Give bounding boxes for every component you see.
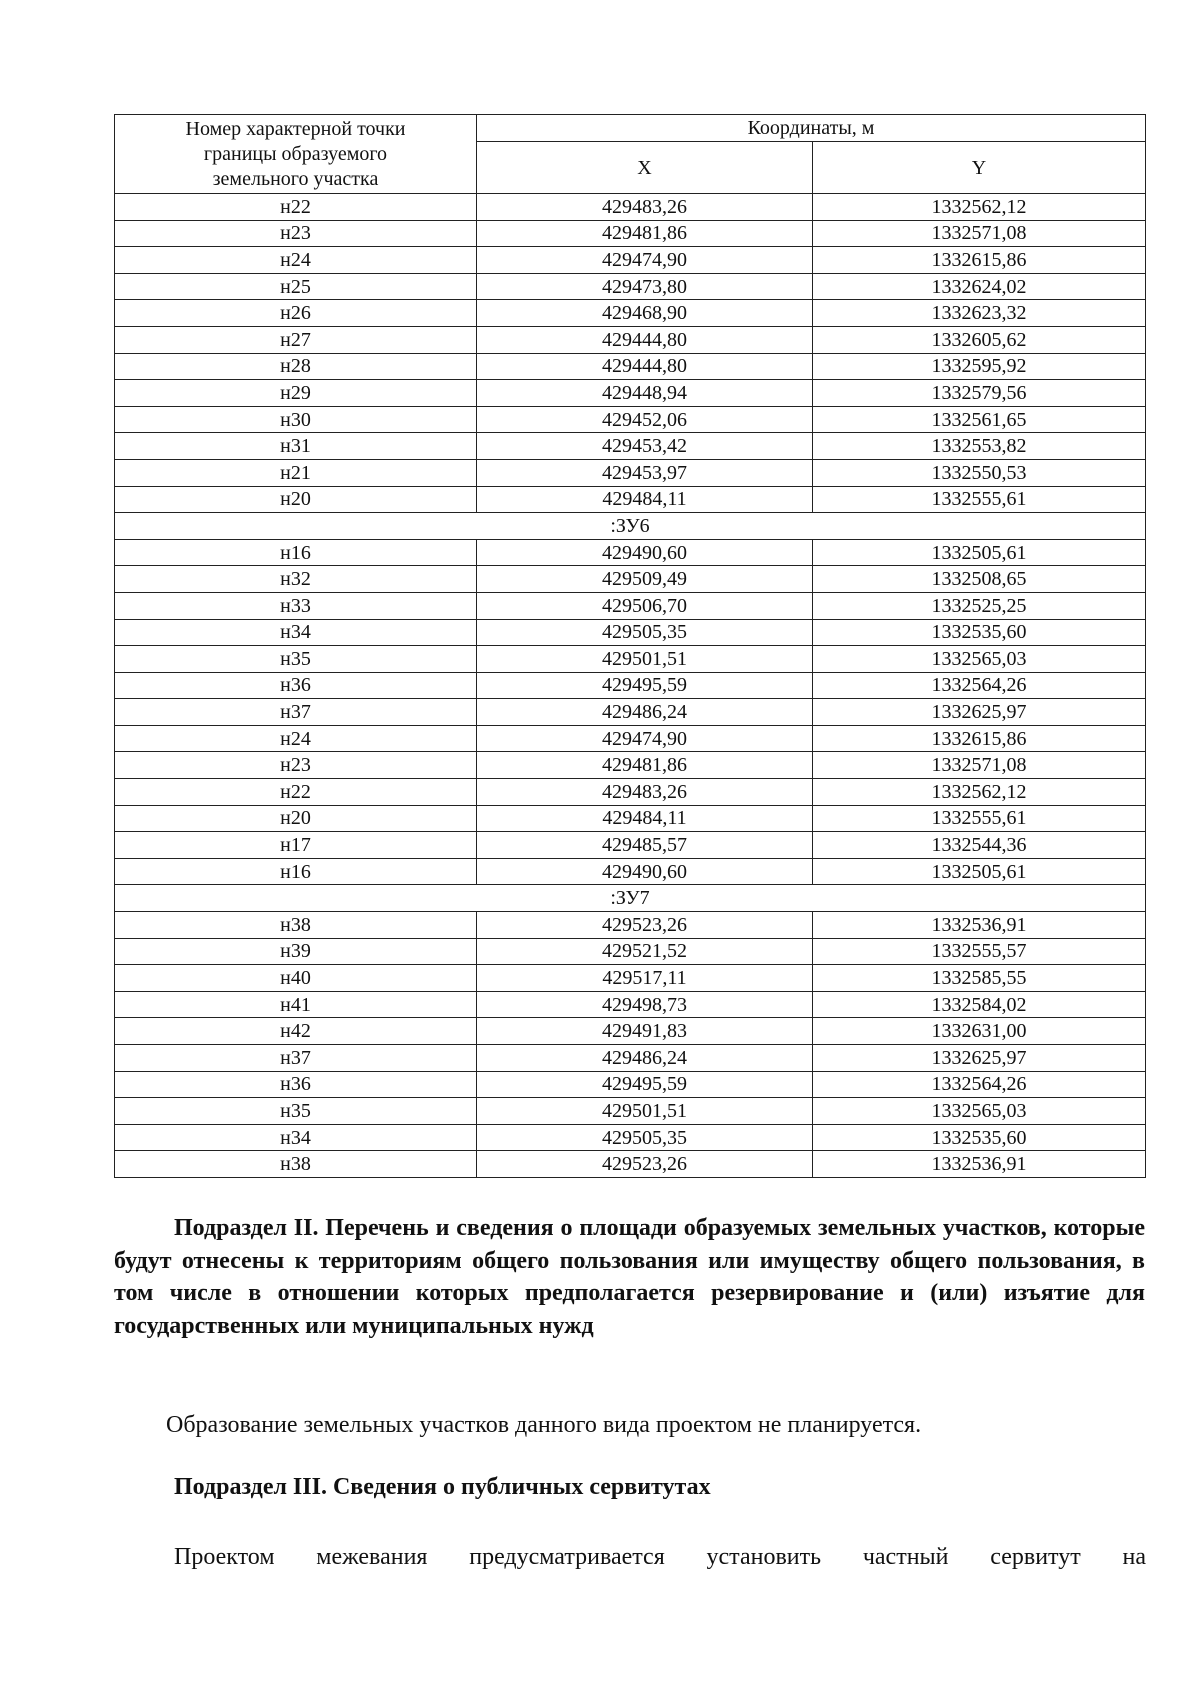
point-number-cell: н37 [115,699,477,726]
table-row [115,353,1146,380]
y-coordinate-cell: 1332584,02 [813,991,1146,1018]
x-coordinate-cell: 429483,26 [477,194,813,221]
y-coordinate-cell: 1332615,86 [813,725,1146,752]
x-coordinate-cell: 429453,97 [477,459,813,486]
table-row [115,273,1146,300]
point-number-cell: н33 [115,592,477,619]
point-number-cell: н38 [115,912,477,939]
y-coordinate-cell: 1332555,57 [813,938,1146,965]
y-coordinate-cell: 1332555,61 [813,486,1146,513]
y-coordinate-cell: 1332631,00 [813,1018,1146,1045]
y-coordinate-cell: 1332585,55 [813,965,1146,992]
y-coordinate-cell: 1332535,60 [813,619,1146,646]
table-row [115,1124,1146,1151]
header-x: X [477,142,813,194]
point-number-cell: н22 [115,194,477,221]
header-point-number: Номер характерной точки границы образуемого земельного участка [115,115,477,194]
point-number-cell: н22 [115,779,477,806]
y-coordinate-cell: 1332505,61 [813,539,1146,566]
table-row [115,459,1146,486]
y-coordinate-cell: 1332544,36 [813,832,1146,859]
table-row [115,858,1146,885]
table-row [115,247,1146,274]
y-coordinate-cell: 1332562,12 [813,194,1146,221]
section-label: :ЗУ7 [115,885,1146,912]
x-coordinate-cell: 429486,24 [477,1045,813,1072]
table-row [115,1045,1146,1072]
x-coordinate-cell: 429490,60 [477,858,813,885]
table-row [115,619,1146,646]
point-number-cell: н36 [115,1071,477,1098]
x-coordinate-cell: 429505,35 [477,1124,813,1151]
table-row [115,1018,1146,1045]
header-coordinates: Координаты, м [477,115,1146,142]
y-coordinate-cell: 1332525,25 [813,592,1146,619]
y-coordinate-cell: 1332536,91 [813,1151,1146,1178]
table-row [115,486,1146,513]
x-coordinate-cell: 429444,80 [477,326,813,353]
point-number-cell: н42 [115,1018,477,1045]
y-coordinate-cell: 1332535,60 [813,1124,1146,1151]
subsection-3-text: Проектом межевания предусматривается установить частный сервитут на [174,1544,1146,1570]
point-number-cell: н34 [115,1124,477,1151]
y-coordinate-cell: 1332605,62 [813,326,1146,353]
y-coordinate-cell: 1332625,97 [813,1045,1146,1072]
x-coordinate-cell: 429495,59 [477,1071,813,1098]
table-row [115,805,1146,832]
point-number-cell: н17 [115,832,477,859]
y-coordinate-cell: 1332624,02 [813,273,1146,300]
y-coordinate-cell: 1332623,32 [813,300,1146,327]
table-row [115,406,1146,433]
y-coordinate-cell: 1332625,97 [813,699,1146,726]
point-number-cell: н31 [115,433,477,460]
point-number-cell: н20 [115,486,477,513]
y-coordinate-cell: 1332550,53 [813,459,1146,486]
coordinates-table [114,114,1146,1178]
point-number-cell: н21 [115,459,477,486]
point-number-cell: н38 [115,1151,477,1178]
y-coordinate-cell: 1332571,08 [813,220,1146,247]
x-coordinate-cell: 429501,51 [477,1098,813,1125]
y-coordinate-cell: 1332571,08 [813,752,1146,779]
x-coordinate-cell: 429505,35 [477,619,813,646]
subsection-3-heading: Подраздел III. Сведения о публичных сервитутах [174,1474,711,1500]
point-number-cell: н34 [115,619,477,646]
point-number-cell: н28 [115,353,477,380]
table-row [115,433,1146,460]
x-coordinate-cell: 429474,90 [477,725,813,752]
point-number-cell: н29 [115,380,477,407]
table-row [115,699,1146,726]
table-row [115,725,1146,752]
table-row [115,912,1146,939]
table-header-row [115,115,1146,142]
point-number-cell: н24 [115,725,477,752]
x-coordinate-cell: 429452,06 [477,406,813,433]
y-coordinate-cell: 1332595,92 [813,353,1146,380]
table-row [115,832,1146,859]
y-coordinate-cell: 1332505,61 [813,858,1146,885]
section-row [115,885,1146,912]
table-row [115,194,1146,221]
table-row [115,220,1146,247]
y-coordinate-cell: 1332564,26 [813,672,1146,699]
table-row [115,991,1146,1018]
x-coordinate-cell: 429491,83 [477,1018,813,1045]
x-coordinate-cell: 429448,94 [477,380,813,407]
x-coordinate-cell: 429521,52 [477,938,813,965]
section-label: :ЗУ6 [115,513,1146,540]
y-coordinate-cell: 1332565,03 [813,646,1146,673]
x-coordinate-cell: 429474,90 [477,247,813,274]
point-number-cell: н39 [115,938,477,965]
y-coordinate-cell: 1332615,86 [813,247,1146,274]
x-coordinate-cell: 429484,11 [477,805,813,832]
table-row [115,672,1146,699]
point-number-cell: н25 [115,273,477,300]
table-row [115,592,1146,619]
y-coordinate-cell: 1332565,03 [813,1098,1146,1125]
table-row [115,1151,1146,1178]
point-number-cell: н30 [115,406,477,433]
table-row [115,965,1146,992]
table-row [115,1098,1146,1125]
coordinates-table-body [115,194,1146,1178]
subsection-2-text: Образование земельных участков данного вида проектом не планируется. [166,1412,922,1438]
point-number-cell: н16 [115,539,477,566]
table-row [115,646,1146,673]
y-coordinate-cell: 1332536,91 [813,912,1146,939]
point-number-cell: н23 [115,752,477,779]
y-coordinate-cell: 1332553,82 [813,433,1146,460]
y-coordinate-cell: 1332579,56 [813,380,1146,407]
y-coordinate-cell: 1332508,65 [813,566,1146,593]
table-row [115,566,1146,593]
x-coordinate-cell: 429484,11 [477,486,813,513]
x-coordinate-cell: 429517,11 [477,965,813,992]
x-coordinate-cell: 429501,51 [477,646,813,673]
x-coordinate-cell: 429498,73 [477,991,813,1018]
point-number-cell: н35 [115,1098,477,1125]
y-coordinate-cell: 1332564,26 [813,1071,1146,1098]
x-coordinate-cell: 429486,24 [477,699,813,726]
x-coordinate-cell: 429468,90 [477,300,813,327]
x-coordinate-cell: 429485,57 [477,832,813,859]
x-coordinate-cell: 429473,80 [477,273,813,300]
table-row [115,326,1146,353]
point-number-cell: н27 [115,326,477,353]
table-row [115,779,1146,806]
point-number-cell: н24 [115,247,477,274]
point-number-cell: н20 [115,805,477,832]
x-coordinate-cell: 429523,26 [477,1151,813,1178]
table-row [115,938,1146,965]
x-coordinate-cell: 429495,59 [477,672,813,699]
point-number-cell: н37 [115,1045,477,1072]
subsection-2-heading: Подраздел II. Перечень и сведения о площади образуемых земельных участков, которые будут отнесены к территориям общего пользования или имуществу общего пользования, в том числе в отношении которых предполагается резервирование и (или) изъятие для государственных или муниципальных нужд [114,1215,1145,1339]
x-coordinate-cell: 429481,86 [477,220,813,247]
table-row [115,752,1146,779]
x-coordinate-cell: 429481,86 [477,752,813,779]
point-number-cell: н40 [115,965,477,992]
point-number-cell: н32 [115,566,477,593]
point-number-cell: н36 [115,672,477,699]
y-coordinate-cell: 1332561,65 [813,406,1146,433]
x-coordinate-cell: 429523,26 [477,912,813,939]
x-coordinate-cell: 429509,49 [477,566,813,593]
point-number-cell: н23 [115,220,477,247]
point-number-cell: н16 [115,858,477,885]
x-coordinate-cell: 429453,42 [477,433,813,460]
table-row [115,1071,1146,1098]
x-coordinate-cell: 429506,70 [477,592,813,619]
y-coordinate-cell: 1332555,61 [813,805,1146,832]
point-number-cell: н26 [115,300,477,327]
y-coordinate-cell: 1332562,12 [813,779,1146,806]
x-coordinate-cell: 429490,60 [477,539,813,566]
x-coordinate-cell: 429444,80 [477,353,813,380]
x-coordinate-cell: 429483,26 [477,779,813,806]
point-number-cell: н41 [115,991,477,1018]
table-row [115,380,1146,407]
section-row [115,513,1146,540]
header-y: Y [813,142,1146,194]
point-number-cell: н35 [115,646,477,673]
table-row [115,300,1146,327]
table-row [115,539,1146,566]
